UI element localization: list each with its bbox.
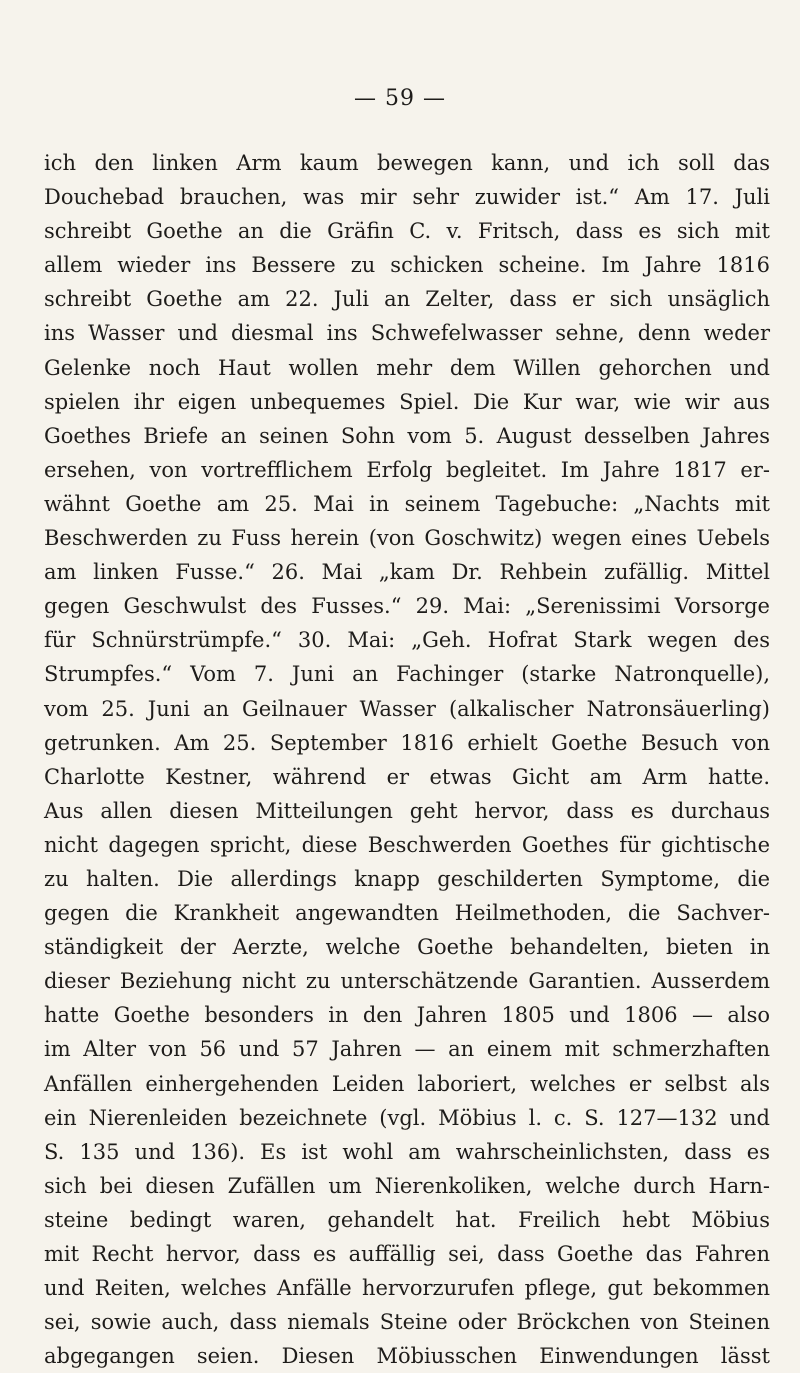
text-line: Goethes Briefe an seinen Sohn vom 5. August desselben Jahres — [44, 423, 770, 448]
text-line: gegen Geschwulst des Fusses.“ 29. Mai: „Serenissimi Vorsorge — [44, 594, 770, 619]
text-line: wähnt Goethe am 25. Mai in seinem Tagebuche: „Nachts mit — [44, 491, 770, 516]
page-number: — 59 — — [354, 86, 446, 111]
text-line: und Reiten, welches Anfälle hervorzurufen pflege, gut bekommen — [44, 1276, 770, 1301]
text-line: Gelenke noch Haut wollen mehr dem Willen gehorchen und — [44, 355, 770, 380]
text-line: Anfällen einhergehenden Leiden laboriert, welches er selbst als — [44, 1071, 770, 1096]
text-line: zu halten. Die allerdings knapp geschilderten Symptome, die — [44, 866, 770, 891]
text-line: Beschwerden zu Fuss herein (von Goschwitz) wegen eines Uebels — [44, 526, 770, 551]
text-line: sich bei diesen Zufällen um Nierenkoliken, welche durch Harn- — [44, 1173, 770, 1198]
text-line: abgegangen seien. Diesen Möbiusschen Einwendungen lässt — [44, 1344, 770, 1369]
text-line: ein Nierenleiden bezeichnete (vgl. Möbius l. c. S. 127—132 und — [44, 1105, 770, 1130]
body-text — [44, 146, 770, 1373]
text-line: gegen die Krankheit angewandten Heilmethoden, die Sachver- — [44, 901, 770, 926]
text-line: hatte Goethe besonders in den Jahren 1805 und 1806 — also — [44, 1003, 770, 1028]
text-line: im Alter von 56 und 57 Jahren — an einem mit schmerzhaften — [44, 1037, 770, 1062]
text-line: Charlotte Kestner, während er etwas Gicht am Arm hatte. — [44, 764, 770, 789]
text-line: ersehen, von vortrefflichem Erfolg begleitet. Im Jahre 1817 er- — [44, 457, 770, 482]
text-line: S. 135 und 136). Es ist wohl am wahrscheinlichsten, dass es — [44, 1139, 770, 1164]
text-line: vom 25. Juni an Geilnauer Wasser (alkalischer Natronsäuerling) — [44, 696, 770, 721]
text-line: steine bedingt waren, gehandelt hat. Freilich hebt Möbius — [44, 1207, 770, 1232]
text-line: sei, sowie auch, dass niemals Steine oder Bröckchen von Steinen — [44, 1310, 770, 1335]
text-line: spielen ihr eigen unbequemes Spiel. Die Kur war, wie wir aus — [44, 389, 770, 414]
text-line: Strumpfes.“ Vom 7. Juni an Fachinger (starke Natronquelle), — [44, 662, 770, 687]
text-line: für Schnürstrümpfe.“ 30. Mai: „Geh. Hofrat Stark wegen des — [44, 628, 770, 653]
text-line: schreibt Goethe am 22. Juli an Zelter, dass er sich unsäglich — [44, 287, 770, 312]
text-line: schreibt Goethe an die Gräfin C. v. Fritsch, dass es sich mit — [44, 219, 770, 244]
text-line: Douchebad brauchen, was mir sehr zuwider ist.“ Am 17. Juli — [44, 185, 770, 210]
text-line: nicht dagegen spricht, diese Beschwerden Goethes für gichtische — [44, 832, 770, 857]
text-line: ich den linken Arm kaum bewegen kann, und ich soll das — [44, 151, 770, 175]
text-line: Aus allen diesen Mitteilungen geht hervor, dass es durchaus — [44, 798, 770, 823]
text-line: ins Wasser und diesmal ins Schwefelwasser sehne, denn weder — [44, 321, 770, 346]
text-line: dieser Beziehung nicht zu unterschätzende Garantien. Ausserdem — [44, 969, 770, 994]
text-line: mit Recht hervor, dass es auffällig sei, dass Goethe das Fahren — [44, 1242, 770, 1266]
text-line: am linken Fusse.“ 26. Mai „kam Dr. Rehbein zufällig. Mittel — [44, 560, 770, 585]
text-line: getrunken. Am 25. September 1816 erhielt Goethe Besuch von — [44, 730, 770, 755]
text-line: ständigkeit der Aerzte, welche Goethe behandelten, bieten in — [44, 935, 770, 960]
text-line: allem wieder ins Bessere zu schicken scheine. Im Jahre 1816 — [44, 253, 770, 278]
